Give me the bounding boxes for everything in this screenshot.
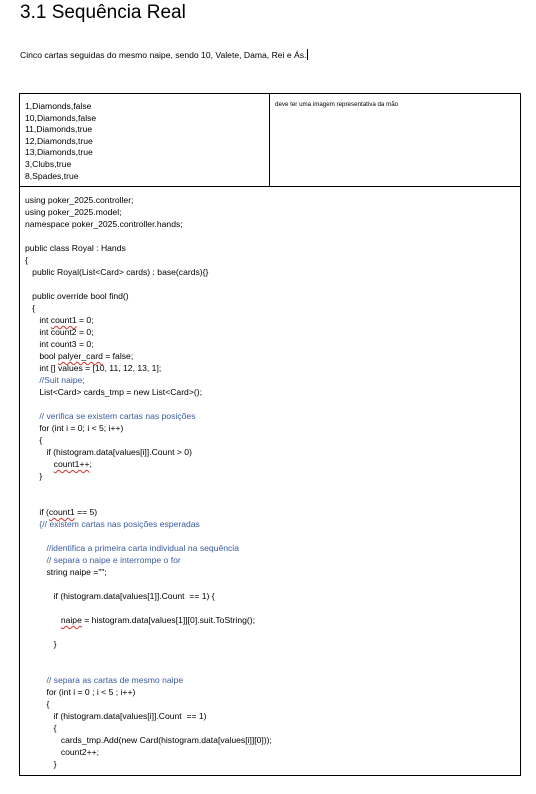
image-note: deve ter uma imagem representativa da mão [275,101,399,108]
table-row-top [20,94,520,187]
code-line: { [25,303,36,313]
hand-data-line: 10,Diamonds,false [25,112,97,123]
code-line [25,650,520,662]
spellcheck-underlined-word: naipe [60,615,82,625]
hand-data-line: 8,Spades,true [25,170,79,181]
section-heading: 3.1 Sequência Real [20,2,186,23]
code-line: using poker_2025.controller; [25,195,134,205]
code-line: if (histogram.data[values[i]].Count == 1) [25,711,207,721]
intro-text: Cinco cartas seguidas do mesmo naipe, sendo 10, Valete, Dama, Rei e Ás. [20,50,307,60]
code-line: count2++; [25,747,100,757]
code-line: public Royal(List<Card> cards) : base(cards){} [25,267,209,277]
intro-paragraph[interactable] [20,49,308,60]
code-line: // separa as cartas de mesmo naipe [25,675,184,685]
code-line: { [25,699,50,709]
code-line: //Suit naipe; [25,375,85,385]
text-cursor [307,49,308,60]
code-line [25,230,520,242]
code-line: //identifica a primeira carta individual na sequência [25,543,240,553]
code-fragment: int [25,315,51,325]
code-line [25,530,520,542]
code-line: { [25,723,57,733]
code-line: } [25,639,57,649]
code-fragment: = false; [102,351,134,361]
hand-data-cell[interactable] [20,94,270,186]
code-line [25,602,520,614]
code-fragment: if ( [25,507,49,517]
code-line: // verifica se existem cartas nas posições [25,411,196,421]
spellcheck-underlined-word: count1 [50,315,77,325]
spellcheck-underlined-word: palyer_card [57,351,103,361]
code-line: if (histogram.data[values[1]].Count == 1) { [25,591,215,601]
code-line: {// existem cartas nas posições esperadas [25,519,200,529]
spellcheck-underlined-word: count1 [48,507,75,517]
code-line: } [25,759,57,769]
code-line: } [25,471,43,481]
code-line: int count3 = 0; [25,339,94,349]
code-line: using poker_2025.model; [25,207,122,217]
code-line [25,314,520,326]
hand-data-line: 1,Diamonds,false [25,101,92,111]
code-fragment: = histogram.data[values[1]][0].suit.ToString(); [81,615,256,625]
code-fragment [25,459,54,469]
code-line: // separa o naipe e interrompe o for [25,555,181,565]
code-line: namespace poker_2025.controller.hands; [25,219,183,229]
code-line: for (int i = 0; i < 5; i++) [25,423,124,433]
code-line: cards_tmp.Add(new Card(histogram.data[values[i]][0])); [25,735,272,745]
code-fragment [25,615,61,625]
code-line [25,494,520,506]
code-line: public class Royal : Hands [25,243,126,253]
code-line [25,482,520,494]
code-line [25,662,520,674]
code-fragment: = 0; [76,315,94,325]
code-line: List<Card> cards_tmp = new List<Card>(); [25,387,202,397]
code-line [25,458,520,470]
code-line [25,614,520,626]
code-cell[interactable] [20,188,520,775]
code-line [25,278,520,290]
hand-data-line: 13,Diamonds,true [25,147,93,158]
code-line: for (int i = 0 ; i < 5 ; i++) [25,687,136,697]
hand-data-list [25,101,269,182]
code-line: if (histogram.data[values[i]].Count > 0) [25,447,192,457]
hand-data-line: 3,Clubs,true [25,158,72,169]
code-line [25,506,520,518]
code-line [25,626,520,638]
code-line [25,398,520,410]
code-line: int [] values = [10, 11, 12, 13, 1]; [25,363,162,373]
code-fragment: ; [89,459,92,469]
code-fragment: == 5) [74,507,98,517]
code-line [25,578,520,590]
code-line: int count2 = 0; [25,327,94,337]
spellcheck-underlined-word: count1++ [53,459,90,469]
code-line: { [25,255,28,265]
content-table [19,93,521,776]
hand-data-line: 12,Diamonds,true [25,135,93,146]
code-line [25,350,520,362]
code-line: string naipe =""; [25,567,107,577]
hand-data-line: 11,Diamonds,true [25,124,93,135]
code-fragment: bool [25,351,58,361]
code-line: { [25,435,43,445]
note-cell[interactable] [270,94,520,186]
code-line: public override bool find() [25,291,129,301]
